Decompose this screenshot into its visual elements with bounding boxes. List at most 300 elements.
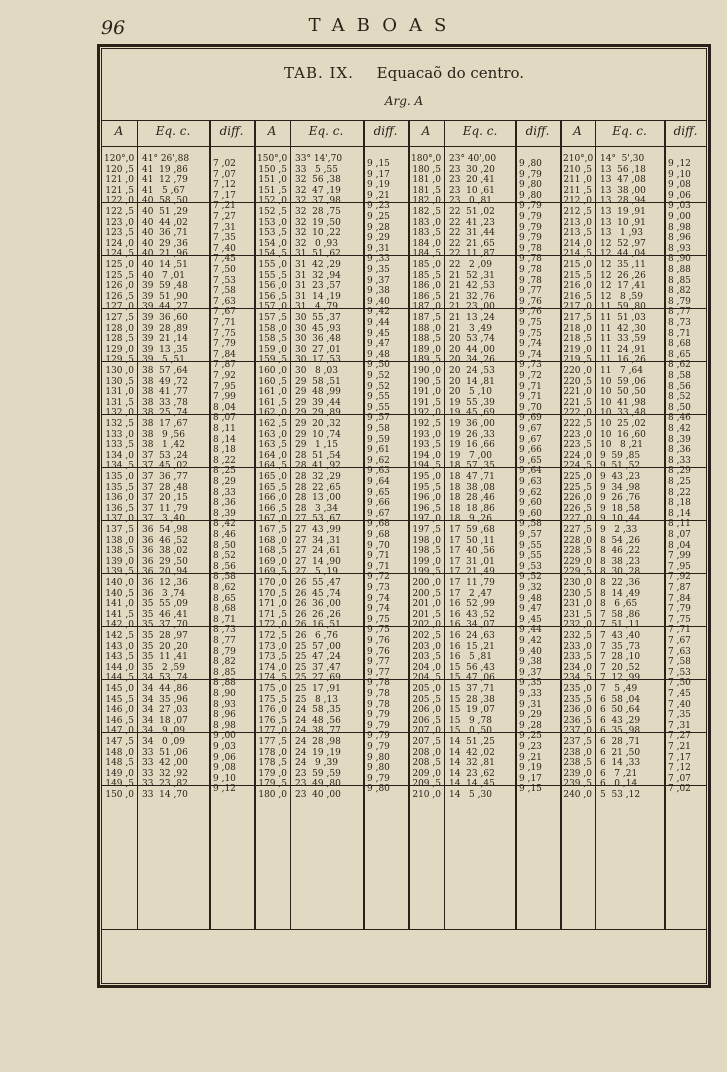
arg-value: 186 ,5 — [412, 291, 441, 302]
arg-value: 134 ,0 — [105, 450, 134, 461]
equation-value: 21 13 ,24 — [449, 313, 495, 323]
arg-value: 194 ,5 — [412, 461, 441, 472]
difference-value: 7 ,84 — [668, 593, 691, 604]
arg-value: 206 ,5 — [412, 715, 441, 726]
equation-value: 30 17 ,53 — [295, 355, 341, 366]
difference-value: 9 ,37 — [367, 275, 390, 286]
equation-value: 30 55 ,37 — [295, 313, 341, 323]
equation-value: 40 21 ,96 — [142, 249, 188, 260]
equation-value: 16 52 ,99 — [449, 599, 495, 610]
equation-value: 40 29 ,36 — [142, 238, 188, 249]
equation-value: 21 32 ,76 — [449, 291, 495, 302]
difference-value: 9 ,29 — [367, 233, 390, 244]
arg-value: 120 ,5 — [105, 164, 134, 175]
equation-value: 37 45 ,02 — [142, 461, 188, 472]
difference-value: 8 ,04 — [668, 540, 691, 551]
difference-value: 8 ,39 — [213, 508, 236, 519]
arg-value: 190 ,0 — [412, 366, 441, 376]
difference-value: 7 ,99 — [213, 392, 236, 403]
difference-value: 9 ,44 — [367, 318, 390, 328]
difference-value: 9 ,63 — [367, 466, 390, 477]
equation-value: 39 21 ,14 — [142, 334, 188, 345]
difference-value: 8 ,96 — [213, 710, 236, 721]
equation-value: 37 36 ,77 — [142, 472, 188, 482]
equation-value: 25 57 ,00 — [295, 641, 341, 652]
arg-value: 184 ,5 — [412, 249, 441, 260]
column-header: Eq. c. — [462, 124, 498, 138]
equation-value: 39 51 ,90 — [142, 291, 188, 302]
equation-value: 41 12 ,79 — [142, 175, 188, 186]
equation-value: 33 51 ,06 — [142, 747, 188, 758]
arg-value: 164 ,5 — [258, 461, 287, 472]
equation-value: 16 5 ,81 — [449, 652, 492, 663]
arg-value: 145 ,0 — [105, 684, 134, 694]
equation-value: 35 11 ,41 — [142, 652, 188, 663]
difference-value: 7 ,50 — [668, 678, 691, 689]
difference-value: 8 ,22 — [668, 487, 691, 498]
arg-value: 139 ,5 — [105, 567, 134, 578]
group-divider — [254, 120, 256, 929]
difference-value: 7 ,27 — [668, 731, 691, 742]
difference-value: 8 ,77 — [668, 307, 691, 318]
equation-value: 23 20 ,41 — [449, 175, 495, 186]
arg-value: 218 ,0 — [563, 323, 592, 334]
arg-value: 181 ,0 — [412, 175, 441, 186]
arg-value: 227 ,5 — [563, 525, 592, 535]
arg-value: 160 ,5 — [258, 376, 287, 387]
equation-value: 27 5 ,19 — [295, 567, 338, 578]
column-header: diff. — [219, 124, 244, 138]
equation-value: 31 32 ,94 — [295, 270, 341, 281]
difference-value: 9 ,40 — [367, 296, 390, 307]
arg-value: 173 ,5 — [258, 652, 287, 663]
difference-value: 9 ,80 — [367, 763, 390, 774]
arg-value: 164 ,0 — [258, 450, 287, 461]
equation-value: 17 59 ,68 — [449, 525, 495, 535]
equation-value: 8 6 ,65 — [600, 599, 638, 610]
difference-value: 7 ,07 — [213, 169, 236, 180]
equation-value: 23 40 ,00 — [295, 790, 341, 800]
difference-value: 7 ,40 — [668, 699, 691, 710]
difference-value: 9 ,78 — [367, 699, 390, 710]
difference-value: 7 ,17 — [213, 190, 236, 201]
equation-value: 17 40 ,56 — [449, 546, 495, 557]
equation-value: 10 41 ,98 — [600, 397, 646, 408]
arg-value: 133 ,0 — [105, 429, 134, 440]
difference-value: 7 ,40 — [213, 243, 236, 254]
arg-value: 217 ,5 — [563, 313, 592, 323]
equation-value: 6 58 ,04 — [600, 694, 641, 705]
equation-value: 13 10 ,91 — [600, 217, 646, 228]
arg-value: 183 ,0 — [412, 217, 441, 228]
equation-value: 14° 5',30 — [600, 154, 645, 164]
difference-value: 9 ,79 — [367, 742, 390, 752]
arg-value: 230 ,0 — [563, 578, 592, 588]
arg-value: 176 ,5 — [258, 715, 287, 726]
difference-value: 9 ,58 — [367, 424, 390, 434]
arg-value: 123 ,0 — [105, 217, 134, 228]
arg-value: 157 ,5 — [258, 313, 287, 323]
equation-value: 20 5 ,10 — [449, 387, 492, 398]
difference-value: 8 ,71 — [668, 328, 691, 339]
difference-value: 7 ,21 — [213, 201, 236, 212]
equation-value: 34 44 ,86 — [142, 684, 188, 694]
arg-value: 141 ,0 — [105, 599, 134, 610]
difference-value: 9 ,69 — [519, 413, 542, 424]
equation-value: 36 54 ,98 — [142, 525, 188, 535]
arg-value: 155 ,0 — [258, 260, 287, 270]
difference-value: 8 ,79 — [213, 646, 236, 657]
difference-value: 9 ,57 — [367, 413, 390, 424]
arg-value: 182 ,5 — [412, 207, 441, 217]
equation-value: 40 7 ,01 — [142, 270, 185, 281]
arg-value: 209 ,0 — [412, 768, 441, 779]
equation-value: 16 43 ,52 — [449, 609, 495, 620]
equation-value: 27 53 ,67 — [295, 514, 341, 525]
column-header: diff. — [673, 124, 698, 138]
equation-value: 20 44 ,00 — [449, 344, 495, 355]
arg-value: 151 ,0 — [258, 175, 287, 186]
difference-value: 9 ,40 — [519, 646, 542, 657]
difference-value: 9 ,79 — [519, 222, 542, 233]
equation-value: 40 14 ,51 — [142, 260, 188, 270]
arg-value: 204 ,0 — [412, 662, 441, 673]
equation-value: 13 28 ,94 — [600, 196, 646, 207]
arg-value: 124 ,0 — [105, 238, 134, 249]
arg-value: 127 ,0 — [105, 302, 134, 313]
difference-value: 9 ,78 — [519, 243, 542, 254]
equation-value: 17 50 ,11 — [449, 535, 495, 546]
arg-value: 130 ,5 — [105, 376, 134, 387]
arg-value: 196 ,5 — [412, 503, 441, 514]
equation-value: 35 2 ,59 — [142, 662, 185, 673]
difference-value: 8 ,79 — [668, 296, 691, 307]
equation-value: 7 43 ,40 — [600, 631, 641, 641]
difference-value: 8 ,65 — [668, 349, 691, 360]
arg-value: 200 ,0 — [412, 578, 441, 588]
equation-value: 27 34 ,31 — [295, 535, 341, 546]
arg-value: 168 ,5 — [258, 546, 287, 557]
equation-value: 28 32 ,29 — [295, 472, 341, 482]
difference-value: 7 ,95 — [213, 381, 236, 392]
arg-value: 221 ,0 — [563, 387, 592, 398]
arg-value: 176 ,0 — [258, 705, 287, 716]
header-bottom-rule — [101, 146, 707, 147]
difference-value: 9 ,33 — [367, 254, 390, 265]
equation-value: 12 44 ,04 — [600, 249, 646, 260]
difference-value: 8 ,58 — [213, 572, 236, 583]
difference-value: 8 ,58 — [668, 371, 691, 381]
arg-value: 198 ,5 — [412, 546, 441, 557]
equation-value: 19 45 ,69 — [449, 408, 495, 419]
equation-value: 8 14 ,49 — [600, 588, 641, 599]
page-number: 96 — [101, 17, 126, 39]
equation-value: 25 47 ,24 — [295, 652, 341, 663]
difference-value: 7 ,67 — [668, 636, 691, 646]
arg-value: 224 ,5 — [563, 461, 592, 472]
equation-value: 35 55 ,09 — [142, 599, 188, 610]
arg-value: 148 ,5 — [105, 758, 134, 769]
equation-value: 28 22 ,65 — [295, 482, 341, 493]
difference-value: 7 ,35 — [668, 710, 691, 721]
equation-value: 13 19 ,91 — [600, 207, 646, 217]
header-top-rule — [101, 120, 707, 121]
arg-value: 213 ,0 — [563, 217, 592, 228]
arg-value: 159 ,5 — [258, 355, 287, 366]
equation-value: 23 0 ,81 — [449, 196, 492, 207]
difference-value: 9 ,67 — [367, 508, 390, 519]
difference-value: 7 ,84 — [213, 349, 236, 360]
arg-value: 227 ,0 — [563, 514, 592, 525]
difference-value: 8 ,33 — [668, 455, 691, 466]
arg-value: 190 ,5 — [412, 376, 441, 387]
arg-value: 184 ,0 — [412, 238, 441, 249]
equation-value: 26 36 ,00 — [295, 599, 341, 610]
equation-value: 12 35 ,11 — [600, 260, 646, 270]
arg-value: 147 ,5 — [105, 737, 134, 747]
equation-value: 25 37 ,47 — [295, 662, 341, 673]
equation-value: 8 46 ,22 — [600, 546, 641, 557]
difference-value: 9 ,60 — [519, 508, 542, 519]
arg-value: 166 ,5 — [258, 503, 287, 514]
difference-value: 7 ,02 — [668, 784, 691, 795]
arg-value: 220 ,0 — [563, 366, 592, 376]
difference-value: 8 ,96 — [668, 233, 691, 244]
arg-value: 141 ,5 — [105, 609, 134, 620]
arg-value: 128 ,5 — [105, 334, 134, 345]
difference-value: 7 ,58 — [213, 286, 236, 297]
equation-value: 31 4 ,79 — [295, 302, 338, 313]
equation-value: 38 1 ,42 — [142, 440, 185, 451]
arg-value: 122 ,0 — [105, 196, 134, 207]
difference-value: 9 ,15 — [367, 159, 390, 169]
equation-value: 11 59 ,80 — [600, 302, 646, 313]
difference-value: 9 ,76 — [367, 646, 390, 657]
arg-value: 232 ,0 — [563, 620, 592, 631]
difference-value: 9 ,08 — [213, 763, 236, 774]
difference-value: 8 ,14 — [668, 508, 691, 519]
difference-value: 9 ,19 — [367, 180, 390, 191]
equation-value: 29 1 ,15 — [295, 440, 338, 451]
equation-value: 41 19 ,86 — [142, 164, 188, 175]
equation-value: 33 42 ,00 — [142, 758, 188, 769]
arg-value: 193 ,0 — [412, 429, 441, 440]
difference-value: 9 ,23 — [367, 201, 390, 212]
difference-value: 9 ,61 — [367, 445, 390, 456]
difference-value: 8 ,07 — [668, 530, 691, 540]
arg-value: 218 ,5 — [563, 334, 592, 345]
equation-value: 14 42 ,02 — [449, 747, 495, 758]
arg-value: 238 ,0 — [563, 747, 592, 758]
arg-value: 140 ,5 — [105, 588, 134, 599]
column-header: Eq. c. — [308, 124, 344, 138]
difference-value: 8 ,18 — [213, 445, 236, 456]
difference-value: 8 ,29 — [668, 466, 691, 477]
arg-value: 155 ,5 — [258, 270, 287, 281]
equation-value: 23 59 ,59 — [295, 768, 341, 779]
arg-value: 138 ,0 — [105, 535, 134, 546]
arg-value: 204 ,5 — [412, 673, 441, 684]
difference-value: 7 ,63 — [668, 646, 691, 657]
arg-value: 140 ,0 — [105, 578, 134, 588]
difference-value: 8 ,65 — [213, 593, 236, 604]
equation-value: 37 3 ,40 — [142, 514, 185, 525]
equation-value: 39 28 ,89 — [142, 323, 188, 334]
difference-value: 8 ,52 — [213, 551, 236, 562]
difference-value: 9 ,71 — [367, 551, 390, 562]
equation-value: 34 9 ,09 — [142, 726, 185, 737]
difference-value: 9 ,71 — [519, 381, 542, 392]
difference-value: 7 ,71 — [668, 625, 691, 636]
difference-value: 9 ,17 — [519, 773, 542, 784]
equation-value: 15 28 ,38 — [449, 694, 495, 705]
difference-value: 8 ,36 — [213, 498, 236, 509]
difference-value: 9 ,55 — [367, 392, 390, 403]
arg-value: 162 ,5 — [258, 419, 287, 429]
difference-value: 9 ,70 — [367, 540, 390, 551]
arg-value: 152 ,0 — [258, 196, 287, 207]
equation-value: 39 44 ,27 — [142, 302, 188, 313]
arg-value: 136 ,0 — [105, 493, 134, 504]
equation-value: 16 15 ,21 — [449, 641, 495, 652]
difference-value: 7 ,21 — [668, 742, 691, 752]
equation-value: 26 6 ,76 — [295, 631, 338, 641]
arg-value: 175 ,0 — [258, 684, 287, 694]
arg-value: 220 ,5 — [563, 376, 592, 387]
arg-value: 193 ,5 — [412, 440, 441, 451]
equation-value: 6 28 ,71 — [600, 737, 641, 747]
arg-value: 234 ,0 — [563, 662, 592, 673]
equation-value: 14 51 ,25 — [449, 737, 495, 747]
equation-value: 6 7 ,21 — [600, 768, 638, 779]
column-header: Eq. c. — [155, 124, 191, 138]
difference-value: 9 ,32 — [519, 583, 542, 593]
arg-value: 150°,0 — [257, 154, 288, 164]
difference-value: 9 ,79 — [519, 201, 542, 212]
column-header: A — [573, 124, 582, 138]
equation-value: 19 36 ,00 — [449, 419, 495, 429]
arg-value: 149 ,5 — [105, 779, 134, 790]
arg-value: 152 ,5 — [258, 207, 287, 217]
equation-value: 9 18 ,58 — [600, 503, 641, 514]
equation-value: 26 26 ,26 — [295, 609, 341, 620]
difference-value: 9 ,31 — [519, 699, 542, 710]
equation-value: 33 14 ,70 — [142, 790, 188, 800]
arg-value: 139 ,0 — [105, 556, 134, 567]
difference-value: 7 ,45 — [213, 254, 236, 265]
equation-value: 36 20 ,94 — [142, 567, 188, 578]
equation-value: 14 32 ,81 — [449, 758, 495, 769]
equation-value: 29 29 ,89 — [295, 408, 341, 419]
difference-value: 8 ,68 — [213, 604, 236, 615]
arg-value: 226 ,0 — [563, 493, 592, 504]
equation-value: 38 25 ,74 — [142, 408, 188, 419]
equation-value: 10 25 ,02 — [600, 419, 646, 429]
arg-value: 191 ,5 — [412, 397, 441, 408]
equation-value: 29 58 ,51 — [295, 376, 341, 387]
arg-value: 221 ,5 — [563, 397, 592, 408]
arg-value: 161 ,5 — [258, 397, 287, 408]
equation-value: 18 38 ,08 — [449, 482, 495, 493]
equation-value: 39 5 ,51 — [142, 355, 185, 366]
equation-value: 31 42 ,29 — [295, 260, 341, 270]
equation-value: 32 37 ,98 — [295, 196, 341, 207]
column-divider — [595, 120, 596, 929]
equation-value: 37 53 ,24 — [142, 450, 188, 461]
equation-value: 40 36 ,71 — [142, 228, 188, 239]
arg-value: 138 ,5 — [105, 546, 134, 557]
table-bottom-rule — [101, 929, 707, 930]
equation-value: 37 20 ,15 — [142, 493, 188, 504]
difference-value: 9 ,00 — [668, 212, 691, 222]
difference-value: 7 ,12 — [668, 763, 691, 774]
arg-value: 230 ,5 — [563, 588, 592, 599]
arg-value: 136 ,5 — [105, 503, 134, 514]
difference-value: 9 ,80 — [519, 180, 542, 191]
diff-divider — [515, 120, 517, 929]
difference-value: 8 ,82 — [668, 286, 691, 297]
difference-value: 9 ,74 — [367, 593, 390, 604]
equation-value: 29 10 ,74 — [295, 429, 341, 440]
difference-value: 8 ,11 — [213, 424, 236, 434]
difference-value: 8 ,33 — [213, 487, 236, 498]
arg-value: 123 ,5 — [105, 228, 134, 239]
difference-value: 9 ,57 — [519, 530, 542, 540]
difference-value: 9 ,73 — [367, 583, 390, 593]
equation-value: 24 38 ,77 — [295, 726, 341, 737]
equation-value: 22 31 ,44 — [449, 228, 495, 239]
arg-value: 174 ,5 — [258, 673, 287, 684]
arg-value: 189 ,5 — [412, 355, 441, 366]
equation-value: 9 2 ,33 — [600, 525, 638, 535]
difference-value: 8 ,39 — [668, 434, 691, 445]
equation-value: 8 30 ,28 — [600, 567, 641, 578]
equation-value: 32 28 ,75 — [295, 207, 341, 217]
difference-value: 9 ,77 — [367, 667, 390, 678]
difference-value: 9 ,29 — [519, 710, 542, 721]
running-title: TABOAS — [308, 15, 459, 36]
arg-value: 147 ,0 — [105, 726, 134, 737]
difference-value: 9 ,47 — [367, 339, 390, 350]
diff-divider — [209, 120, 211, 929]
arg-value: 205 ,0 — [412, 684, 441, 694]
equation-value: 30 36 ,48 — [295, 334, 341, 345]
difference-value: 7 ,87 — [213, 360, 236, 371]
arg-value: 234 ,5 — [563, 673, 592, 684]
arg-value: 202 ,0 — [412, 620, 441, 631]
arg-value: 181 ,5 — [412, 185, 441, 196]
arg-value: 153 ,0 — [258, 217, 287, 228]
equation-value: 27 43 ,99 — [295, 525, 341, 535]
equation-value: 22 2 ,09 — [449, 260, 492, 270]
difference-value: 7 ,31 — [213, 222, 236, 233]
arg-value: 150 ,0 — [105, 790, 134, 800]
difference-value: 7 ,02 — [213, 159, 236, 169]
difference-value: 9 ,65 — [519, 455, 542, 466]
difference-value: 9 ,73 — [519, 360, 542, 371]
difference-value: 9 ,10 — [668, 169, 691, 180]
arg-value: 127 ,5 — [105, 313, 134, 323]
difference-value: 8 ,42 — [213, 519, 236, 530]
arg-value: 128 ,0 — [105, 323, 134, 334]
equation-value: 32 10 ,22 — [295, 228, 341, 239]
difference-value: 9 ,74 — [367, 604, 390, 615]
equation-value: 21 3 ,49 — [449, 323, 492, 334]
equation-value: 9 51 ,52 — [600, 461, 641, 472]
difference-value: 8 ,85 — [213, 667, 236, 678]
equation-value: 28 41 ,92 — [295, 461, 341, 472]
equation-value: 23 10 ,61 — [449, 185, 495, 196]
